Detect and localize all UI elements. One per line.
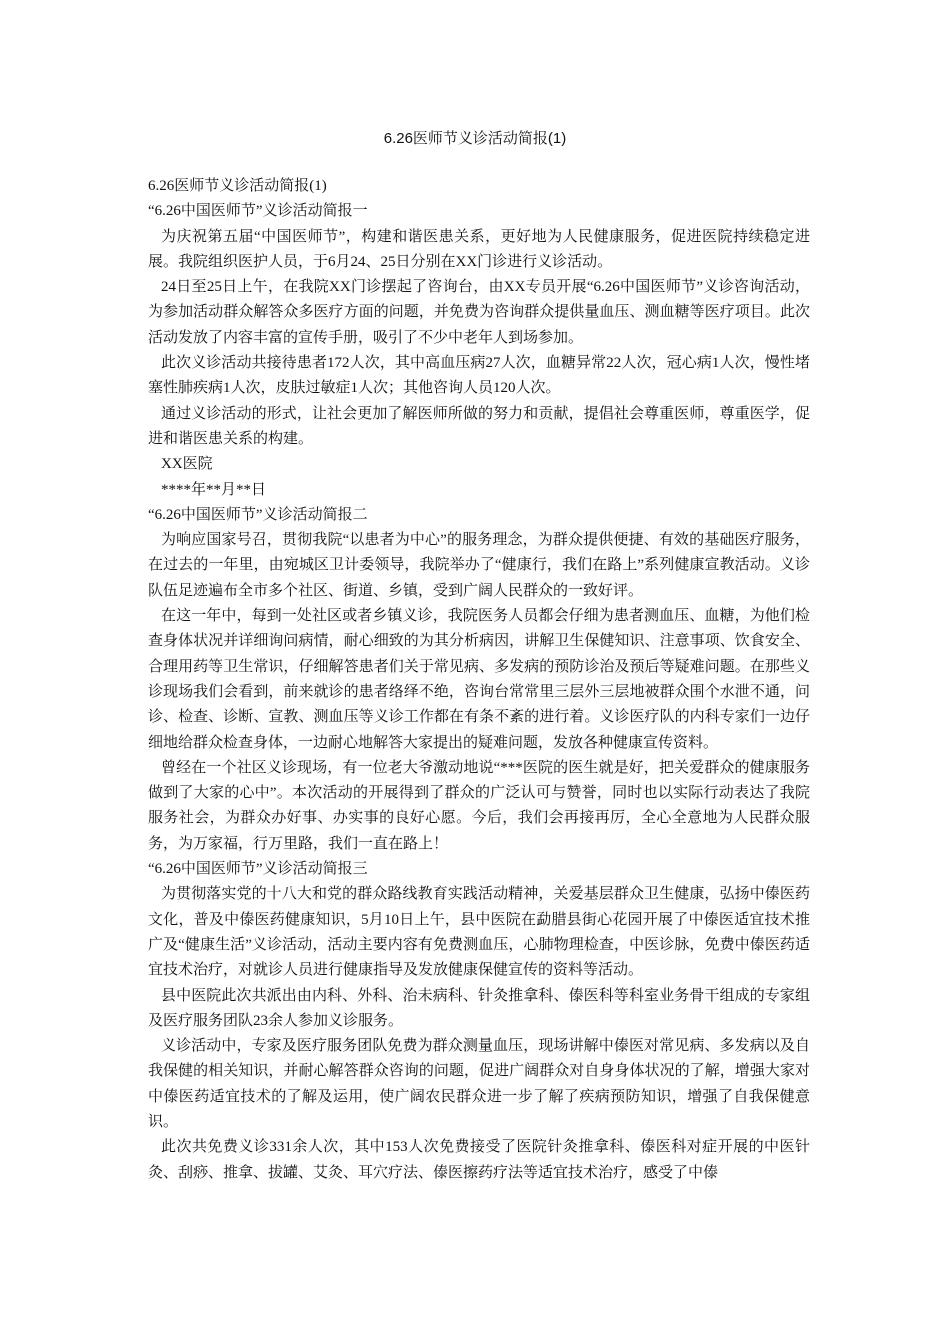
paragraph: “6.26中国医师节”义诊活动简报二 bbox=[148, 506, 368, 523]
paragraph: 为响应国家号召，贯彻我院“以患者为中心”的服务理念，为群众提供便捷、有效的基础医疗服务，在过去的一年里，由宛城区卫计委领导，我院举办了“健康行，我们在路上”系列健康宣教活动。义诊队伍足迹遍布全市多个社区、街道、乡镇，受到广阔人民群众的一致好评。 bbox=[148, 532, 810, 599]
paragraph: 县中医院此次共派出由内科、外科、治未病科、针灸推拿科、傣医科等科室业务骨干组成的专家组及医疗服务团队23余人参加义诊服务。 bbox=[148, 987, 810, 1029]
paragraph: 义诊活动中，专家及医疗服务团队免费为群众测量血压，现场讲解中傣医对常见病、多发病以及自我保健的相关知识，并耐心解答群众咨询的问题，促进广阔群众对自身身体状况的了解，增强大家对中傣医药适宜技术的了解及运用，使广阔农民群众进一步了解了疾病预防知识，增强了自我保健意识。 bbox=[148, 1038, 810, 1130]
paragraph: “6.26中国医师节”义诊活动简报一 bbox=[148, 203, 368, 220]
paragraph: “6.26中国医师节”义诊活动简报三 bbox=[148, 861, 368, 878]
document-body bbox=[148, 174, 810, 1186]
paragraph: ****年**月**日 bbox=[161, 481, 267, 498]
paragraph: 为贯彻落实党的十八大和党的群众路线教育实践活动精神，关爱基层群众卫生健康，弘扬中傣医药文化，普及中傣医药健康知识，5月10日上午，县中医院在勐腊县街心花园开展了中傣医适宜技术推广及“健康生活”义诊活动，活动主要内容有免费测血压，心肺物理检查，中医诊脉，免费中傣医药适宜技术治疗，对就诊人员进行健康指导及发放健康保健宣传的资料等活动。 bbox=[148, 886, 810, 979]
paragraph: XX医院 bbox=[161, 456, 213, 473]
paragraph: 此次义诊活动共接待患者172人次，其中高血压病27人次，血糖异常22人次，冠心病1人次，慢性堵塞性肺疾病1人次，皮肤过敏症1人次；其他咨询人员120人次。 bbox=[148, 355, 810, 397]
paragraph: 6.26医师节义诊活动简报(1) bbox=[148, 178, 327, 194]
paragraph: 在这一年中，每到一处社区或者乡镇义诊，我院医务人员都会仔细为患者测血压、血糖，为他们检查身体状况并详细询问病情，耐心细致的为其分析病因，讲解卫生保健知识、注意事项、饮食安全、合理用药等卫生常识，仔细解答患者们关于常见病、多发病的预防诊治及预后等疑难问题。在那些义诊现场我们会看到，前来就诊的患者络绎不绝，咨询台常常里三层外三层地被群众围个水泄不通，问诊、检查、诊断、宣教、测血压等义诊工作都在有条不紊的进行着。义诊医疗队的内科专家们一边仔细地给群众检查身体，一边耐心地解答大家提出的疑难问题，发放各种健康宣传资料。 bbox=[148, 608, 810, 751]
paragraph: 为庆祝第五届“中国医师节”，构建和谐医患关系，更好地为人民健康服务，促进医院持续稳定进展。我院组织医护人员，于6月24、25日分别在XX门诊进行义诊活动。 bbox=[148, 228, 810, 270]
paragraph: 24日至25日上午，在我院XX门诊摆起了咨询台，由XX专员开展“6.26中国医师节”义诊咨询活动，为参加活动群众解答众多医疗方面的问题，并免费为咨询群众提供量血压、测血糖等医疗项目。此次活动发放了内容丰富的宣传手册，吸引了不少中老年人到场参加。 bbox=[148, 279, 810, 346]
paragraph: 此次共免费义诊331余人次，其中153人次免费接受了医院针灸推拿科、傣医科对症开展的中医针灸、刮痧、推拿、拔罐、艾灸、耳穴疗法、傣医擦药疗法等适宜技术治疗，感受了中傣 bbox=[148, 1139, 810, 1181]
paragraph: 通过义诊活动的形式，让社会更加了解医师所做的努力和贡献，提倡社会尊重医师，尊重医学，促进和谐医患关系的构建。 bbox=[148, 405, 810, 447]
paragraph: 曾经在一个社区义诊现场，有一位老大爷激动地说“***医院的医生就是好，把关爱群众的健康服务做到了大家的心中”。本次活动的开展得到了群众的广泛认可与赞誉，同时也以实际行动表达了我院服务社会，为群众办好事、办实事的良好心愿。今后，我们会再接再厉，全心全意地为人民群众服务，为万家福，行万里路，我们一直在路上！ bbox=[148, 759, 810, 852]
page-title: 6.26医师节义诊活动简报(1) bbox=[383, 130, 567, 147]
